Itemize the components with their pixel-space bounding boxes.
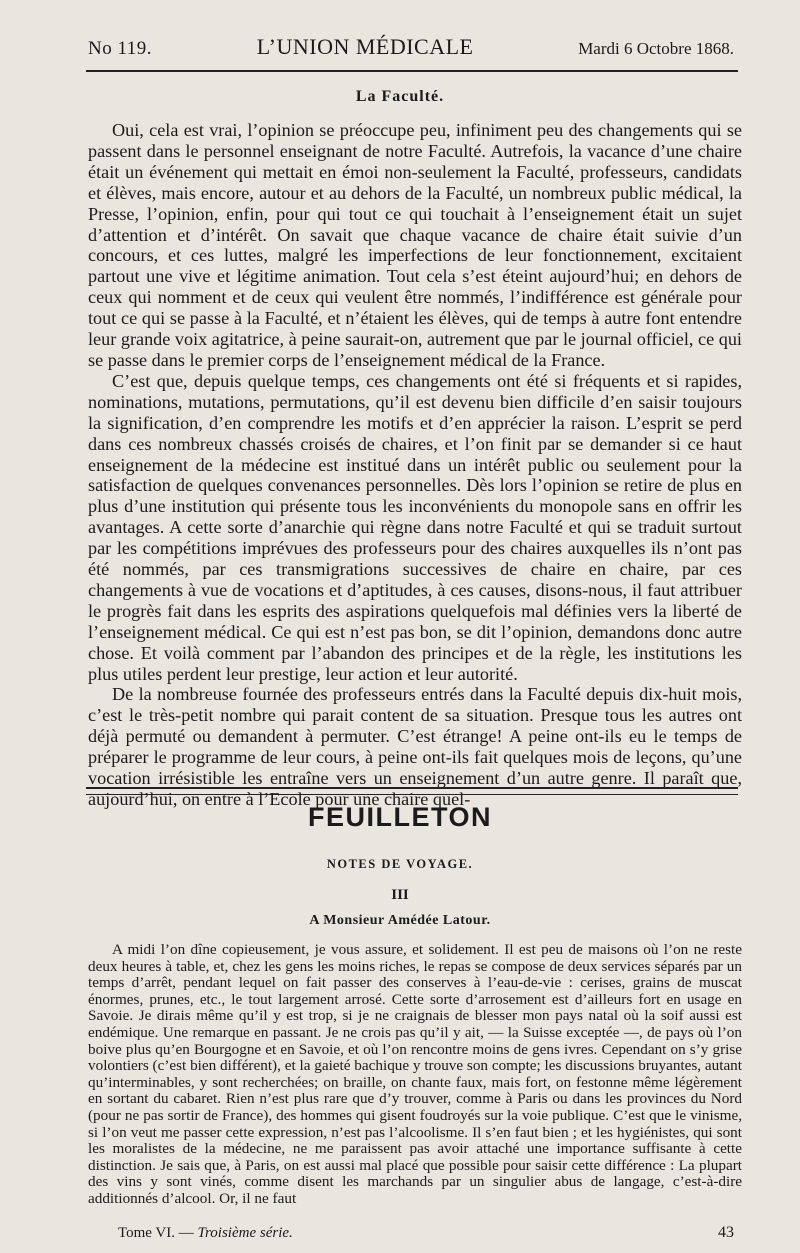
article-body xyxy=(88,120,742,810)
header-rule xyxy=(86,70,738,72)
volume-label: Tome VI. — xyxy=(118,1225,194,1241)
feuilleton-divider xyxy=(86,787,738,795)
volume-series xyxy=(118,1225,293,1242)
article-paragraph: De la nombreuse fournée des professeurs entrés dans la Faculté depuis dix-huit mois, c’est le très-petit nombre qui parait content de sa situation. Presque tous les autres ont déjà permuté ou demandent à permuter. C’est étrange! A peine ont-ils eu le temps de préparer le programme de leur cours, à peine ont-ils fait quelques mois de leçons, qu’une vocation irrésistible les entraîne vers un enseignement d’un autre genre. Il paraît que, aujourd’hui, on entre à l’Ecole pour une chaire quel- xyxy=(88,684,742,809)
journal-title: L’UNION MÉDICALE xyxy=(256,34,474,59)
feuilleton-heading: FEUILLETON xyxy=(307,802,492,832)
article-title: La Faculté. xyxy=(355,88,445,105)
page-footer xyxy=(118,1224,734,1244)
issue-number: No 119. xyxy=(88,38,153,59)
feuilleton-paragraph: A midi l’on dîne copieusement, je vous assure, et solidement. Il est peu de maisons où l’on ne reste deux heures à table, et, chez les gens les moins riches, le repas se compose de deux services séparés par un temps d’arrêt, pendant lequel on fait passer des conserves à l’eau-de-vie : cerises, grains de muscat énormes, prunes, etc., le tout largement arrosé. Cette sorte d’arrosement est d’ailleurs fort en usage en Savoie. Je dirais même qu’il y est trop, si je ne craignais de blesser mon pays natal où la soif aussi est endémique. Une remarque en passant. Je ne crois pas qu’il y ait, — la Suisse exceptée —, de pays où l’on boive plus qu’en Bourgogne et en Savoie, et où l’on rencontre moins de gens ivres. Cependant on s’y grise volontiers (c’est bien différent), et la gaieté bachique y trouve son compte; les discussions bruyantes, autant qu’interminables, y sont recherchées; on braille, on chante faux, mais fort, on festonne même légèrement en sortant du cabaret. Rien n’est plus rare que d’y trouver, comme à Paris ou dans les provinces du Nord (pour ne pas sortir de France), des hommes qui gisent foudroyés sur la voie publique. C’est que le vinisme, si l’on veut me passer cette expression, n’est pas l’alcoolisme. Il s’en faut bien ; et les hygiénistes, qui sont les moralistes de la médecine, ne me paraissent pas avoir attaché une importance suffisante à cette distinction. Je sais que, à Paris, on est aussi mal placé que possible pour saisir cette différence : La plupart des vins y sont vinés, comme disent les marchands par un singulier abus de langage, c’est-à-dire additionnés d’alcool. Or, il ne faut xyxy=(88,941,742,1207)
page-header xyxy=(88,34,734,64)
feuilleton-subtitle: NOTES DE VOYAGE. xyxy=(326,857,474,871)
article-paragraph: C’est que, depuis quelque temps, ces changements ont été si fréquents et si rapides, nominations, mutations, permutations, qu’il est devenu bien difficile d’en saisir toujours la signification, d’en comprendre les motifs et d’en apprécier la raison. L’esprit se perd dans ces nombreux chassés croisés de chaires, et l’on finit par se demander si ce haut enseignement de la médecine est institué dans un intérêt public ou seulement pour la satisfaction de quelques convenances personnelles. Dès lors l’opinion se retire de plus en plus d’une institution qui présente tous les inconvénients du monopole sans en offrir les avantages. A cette sorte d’anarchie qui règne dans notre Faculté et qui se traduit surtout par les compétitions imprévues des professeurs pour des chaires auxquelles ils n’ont pas été nommés, par ces transmigrations successives de chaire en chaire, par ces changements à vue de vocations et d’aptitudes, à ces causes, disons-nous, il faut attribuer le progrès fait dans les esprits des aspirations quelquefois mal définies vers la liberté de l’enseignement médical. Ce qui est n’est pas bon, se dit l’opinion, demandons donc autre chose. Et voilà comment par l’abandon des principes et de la règle, les institutions les plus utiles perdent leur prestige, leur action et leur autorité. xyxy=(88,370,742,684)
page-number: 43 xyxy=(718,1224,734,1241)
feuilleton-body xyxy=(88,942,742,1208)
feuilleton-part-number: III xyxy=(391,887,409,903)
series-label: Troisième série. xyxy=(197,1225,293,1241)
feuilleton-dedication: A Monsieur Amédée Latour. xyxy=(309,913,491,928)
issue-date: Mardi 6 Octobre 1868. xyxy=(578,39,734,58)
article-paragraph: Oui, cela est vrai, l’opinion se préoccupe peu, infiniment peu des changements qui se passent dans le personnel enseignant de notre Faculté. Autrefois, la vacance d’une chaire était un événement qui mettait en émoi non-seulement la Faculté, professeurs, candidats et élèves, mais encore, autour et au dehors de la Faculté, un nombreux public médical, la Presse, l’opinion, enfin, pour qui tout ce qui touchait à l’enseignement était un sujet d’attention et d’intérêt. On savait que chaque vacance de chaire était suivie d’un concours, et ces luttes, malgré les imperfections de leur fonctionnement, excitaient partout une vive et légitime animation. Tout cela s’est éteint aujourd’hui; en dehors de ceux qui nomment et de ceux qui veulent être nommés, l’indifférence est générale pour tout ce qui se passe à la Faculté, et n’étaient les élèves, qui de temps à autre font entendre leur grande voix agitatrice, à peine saurait-on, autrement que par le journal officiel, ce qui se passe dans le premier corps de l’enseignement médical de la France. xyxy=(88,120,742,370)
